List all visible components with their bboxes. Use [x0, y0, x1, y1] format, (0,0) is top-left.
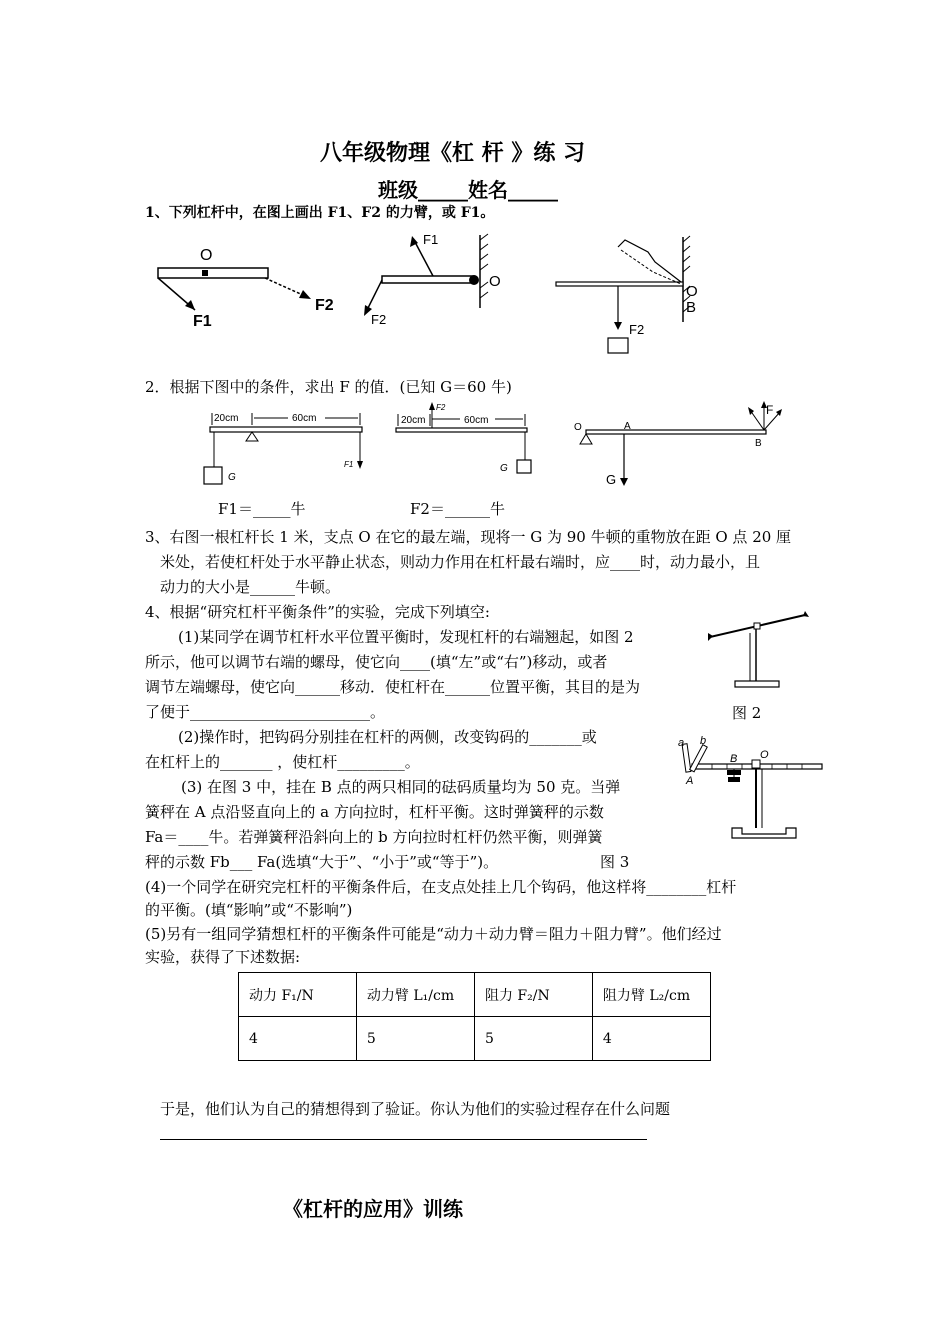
figure-3 — [672, 728, 832, 848]
q2c-f-label: F — [766, 403, 774, 417]
figure-2 — [705, 605, 815, 695]
q2b-g-label: G — [500, 463, 508, 474]
table-header-cell: 阻力 F₂/N — [474, 973, 592, 1017]
q4-p3-line-1: (3) 在图 3 中，挂在 B 点的两只相同的砝码质量均为 50 克。当弹 — [181, 778, 621, 796]
section-2-title: 《杠杆的应用》训练 — [283, 1197, 463, 1221]
class-name-line: 班级_____姓名_____ — [378, 178, 558, 202]
q2b-d2-label: 60cm — [464, 415, 489, 426]
page-title: 八年级物理《杠 杆 》练 习 — [320, 140, 585, 166]
q2a-d1-label: 20cm — [214, 413, 239, 424]
table-header-row — [239, 973, 711, 1017]
q4-p5-line-2: 实验，获得了下述数据: — [145, 948, 301, 966]
q4-p4-line-2: 的平衡。(填“影响”或“不影响”) — [145, 901, 353, 919]
fig3-b-label: b — [700, 735, 707, 747]
q2c-a-label: A — [624, 421, 631, 432]
table-header-cell: 阻力臂 L₂/cm — [592, 973, 710, 1017]
figure-2-caption: 图 2 — [732, 704, 762, 722]
table-cell: 4 — [592, 1017, 710, 1061]
q4-p3-line-4: 秤的示数 Fb___ Fa(选填“大于”、“小于”或“等于”)。 — [145, 853, 499, 871]
q1-figure-c — [553, 232, 713, 357]
q4-intro: 4、根据“研究杠杆平衡条件”的实验，完成下列填空: — [145, 603, 490, 621]
q1a-f2-label: F2 — [315, 297, 334, 314]
answer-line — [160, 1139, 647, 1140]
q2b-f-label: F2 — [436, 403, 446, 412]
table-cell: 5 — [356, 1017, 474, 1061]
q1a-f1-label: F1 — [193, 313, 212, 330]
q3-line-3: 动力的大小是______牛顿。 — [160, 578, 341, 596]
fig3-o-label: O — [760, 749, 769, 761]
q2a-g-label: G — [228, 472, 236, 483]
q4-p1-line-4: 了便于________________________。 — [145, 703, 386, 721]
q4-p3-line-2: 簧秤在 A 点沿竖直向上的 a 方向拉时，杠杆平衡。这时弹簧秤的示数 — [145, 803, 604, 821]
q1c-o-label: O — [686, 283, 698, 300]
fig3-pb-label: B — [730, 753, 738, 765]
q4-p1-line-3: 调节左端螺母，使它向______移动．使杠杆在______位置平衡，其目的是为 — [145, 678, 641, 696]
q4-p1-line-1: (1)某同学在调节杠杆水平位置平衡时，发现杠杆的右端翘起，如图 2 — [178, 628, 634, 646]
q1-figure-b — [355, 230, 505, 340]
q1b-f2-label: F2 — [371, 312, 387, 327]
q2-answer-f2: F2＝______牛 — [410, 500, 505, 518]
table-cell: 5 — [474, 1017, 592, 1061]
q2c-o-label: O — [574, 422, 582, 433]
q1c-f2-label: F2 — [629, 322, 645, 337]
data-table — [238, 972, 711, 1061]
q1b-o-label: O — [489, 273, 501, 290]
q2-answer-f1: F1＝_____牛 — [218, 500, 306, 518]
q1c-b-label: B — [686, 299, 697, 316]
q4-conclusion: 于是，他们认为自己的猜想得到了验证。你认为他们的实验过程存在什么问题 — [160, 1100, 671, 1118]
q2c-g-label: G — [606, 472, 617, 487]
q2a-f-label: F1 — [344, 460, 354, 469]
q4-p2-line-2: 在杠杆上的_______ ，使杠杆_________。 — [145, 753, 420, 771]
q3-line-2: 米处，若使杠杆处于水平静止状态，则动力作用在杠杆最右端时，应____时，动力最小，且 — [160, 553, 761, 571]
fig3-pa-label: A — [686, 775, 694, 787]
q2a-d2-label: 60cm — [292, 413, 317, 424]
q3-line-1: 3、右图一根杠杆长 1 米，支点 O 在它的最左端，现将一 G 为 90 牛顿的重物放在距 O 点 20 厘 — [145, 528, 792, 546]
q2c-b-label: B — [755, 438, 762, 449]
table-cell: 4 — [239, 1017, 357, 1061]
q1-text: 1、下列杠杆中，在图上画出 F1、F2 的力臂，或 F1。 — [145, 205, 495, 221]
q1-figure-a — [155, 240, 355, 340]
q4-p3-line-3: Fa＝____牛。若弹簧秤沿斜向上的 b 方向拉时杠杆仍然平衡，则弹簧 — [145, 828, 603, 846]
table-header-cell: 动力臂 L₁/cm — [356, 973, 474, 1017]
q2-figure-c — [568, 398, 788, 488]
q2b-d1-label: 20cm — [401, 415, 426, 426]
table-row — [239, 1017, 711, 1061]
q4-p1-line-2: 所示，他可以调节右端的螺母，使它向____(填“左”或“右”)移动，或者 — [145, 653, 608, 671]
table-header-cell: 动力 F₁/N — [239, 973, 357, 1017]
q4-p2-line-1: (2)操作时，把钩码分别挂在杠杆的两侧，改变钩码的_______或 — [178, 728, 597, 746]
figure-3-caption: 图 3 — [600, 853, 630, 871]
q1b-f1-label: F1 — [423, 232, 439, 247]
q1a-o-label: O — [200, 247, 213, 264]
q2-text: 2．根据下图中的条件，求出 F 的值．(已知 G＝60 牛) — [145, 378, 512, 396]
q4-p5-line-1: (5)另有一组同学猜想杠杆的平衡条件可能是“动力＋动力臂＝阻力＋阻力臂”。他们经过 — [145, 925, 722, 943]
q2-figure-a — [200, 405, 370, 495]
q2-figure-b — [390, 400, 560, 490]
fig3-a-label: a — [678, 737, 685, 749]
q4-p4-line-1: (4)一个同学在研究完杠杆的平衡条件后，在支点处挂上几个钩码，他这样将________杠杆 — [145, 878, 737, 896]
